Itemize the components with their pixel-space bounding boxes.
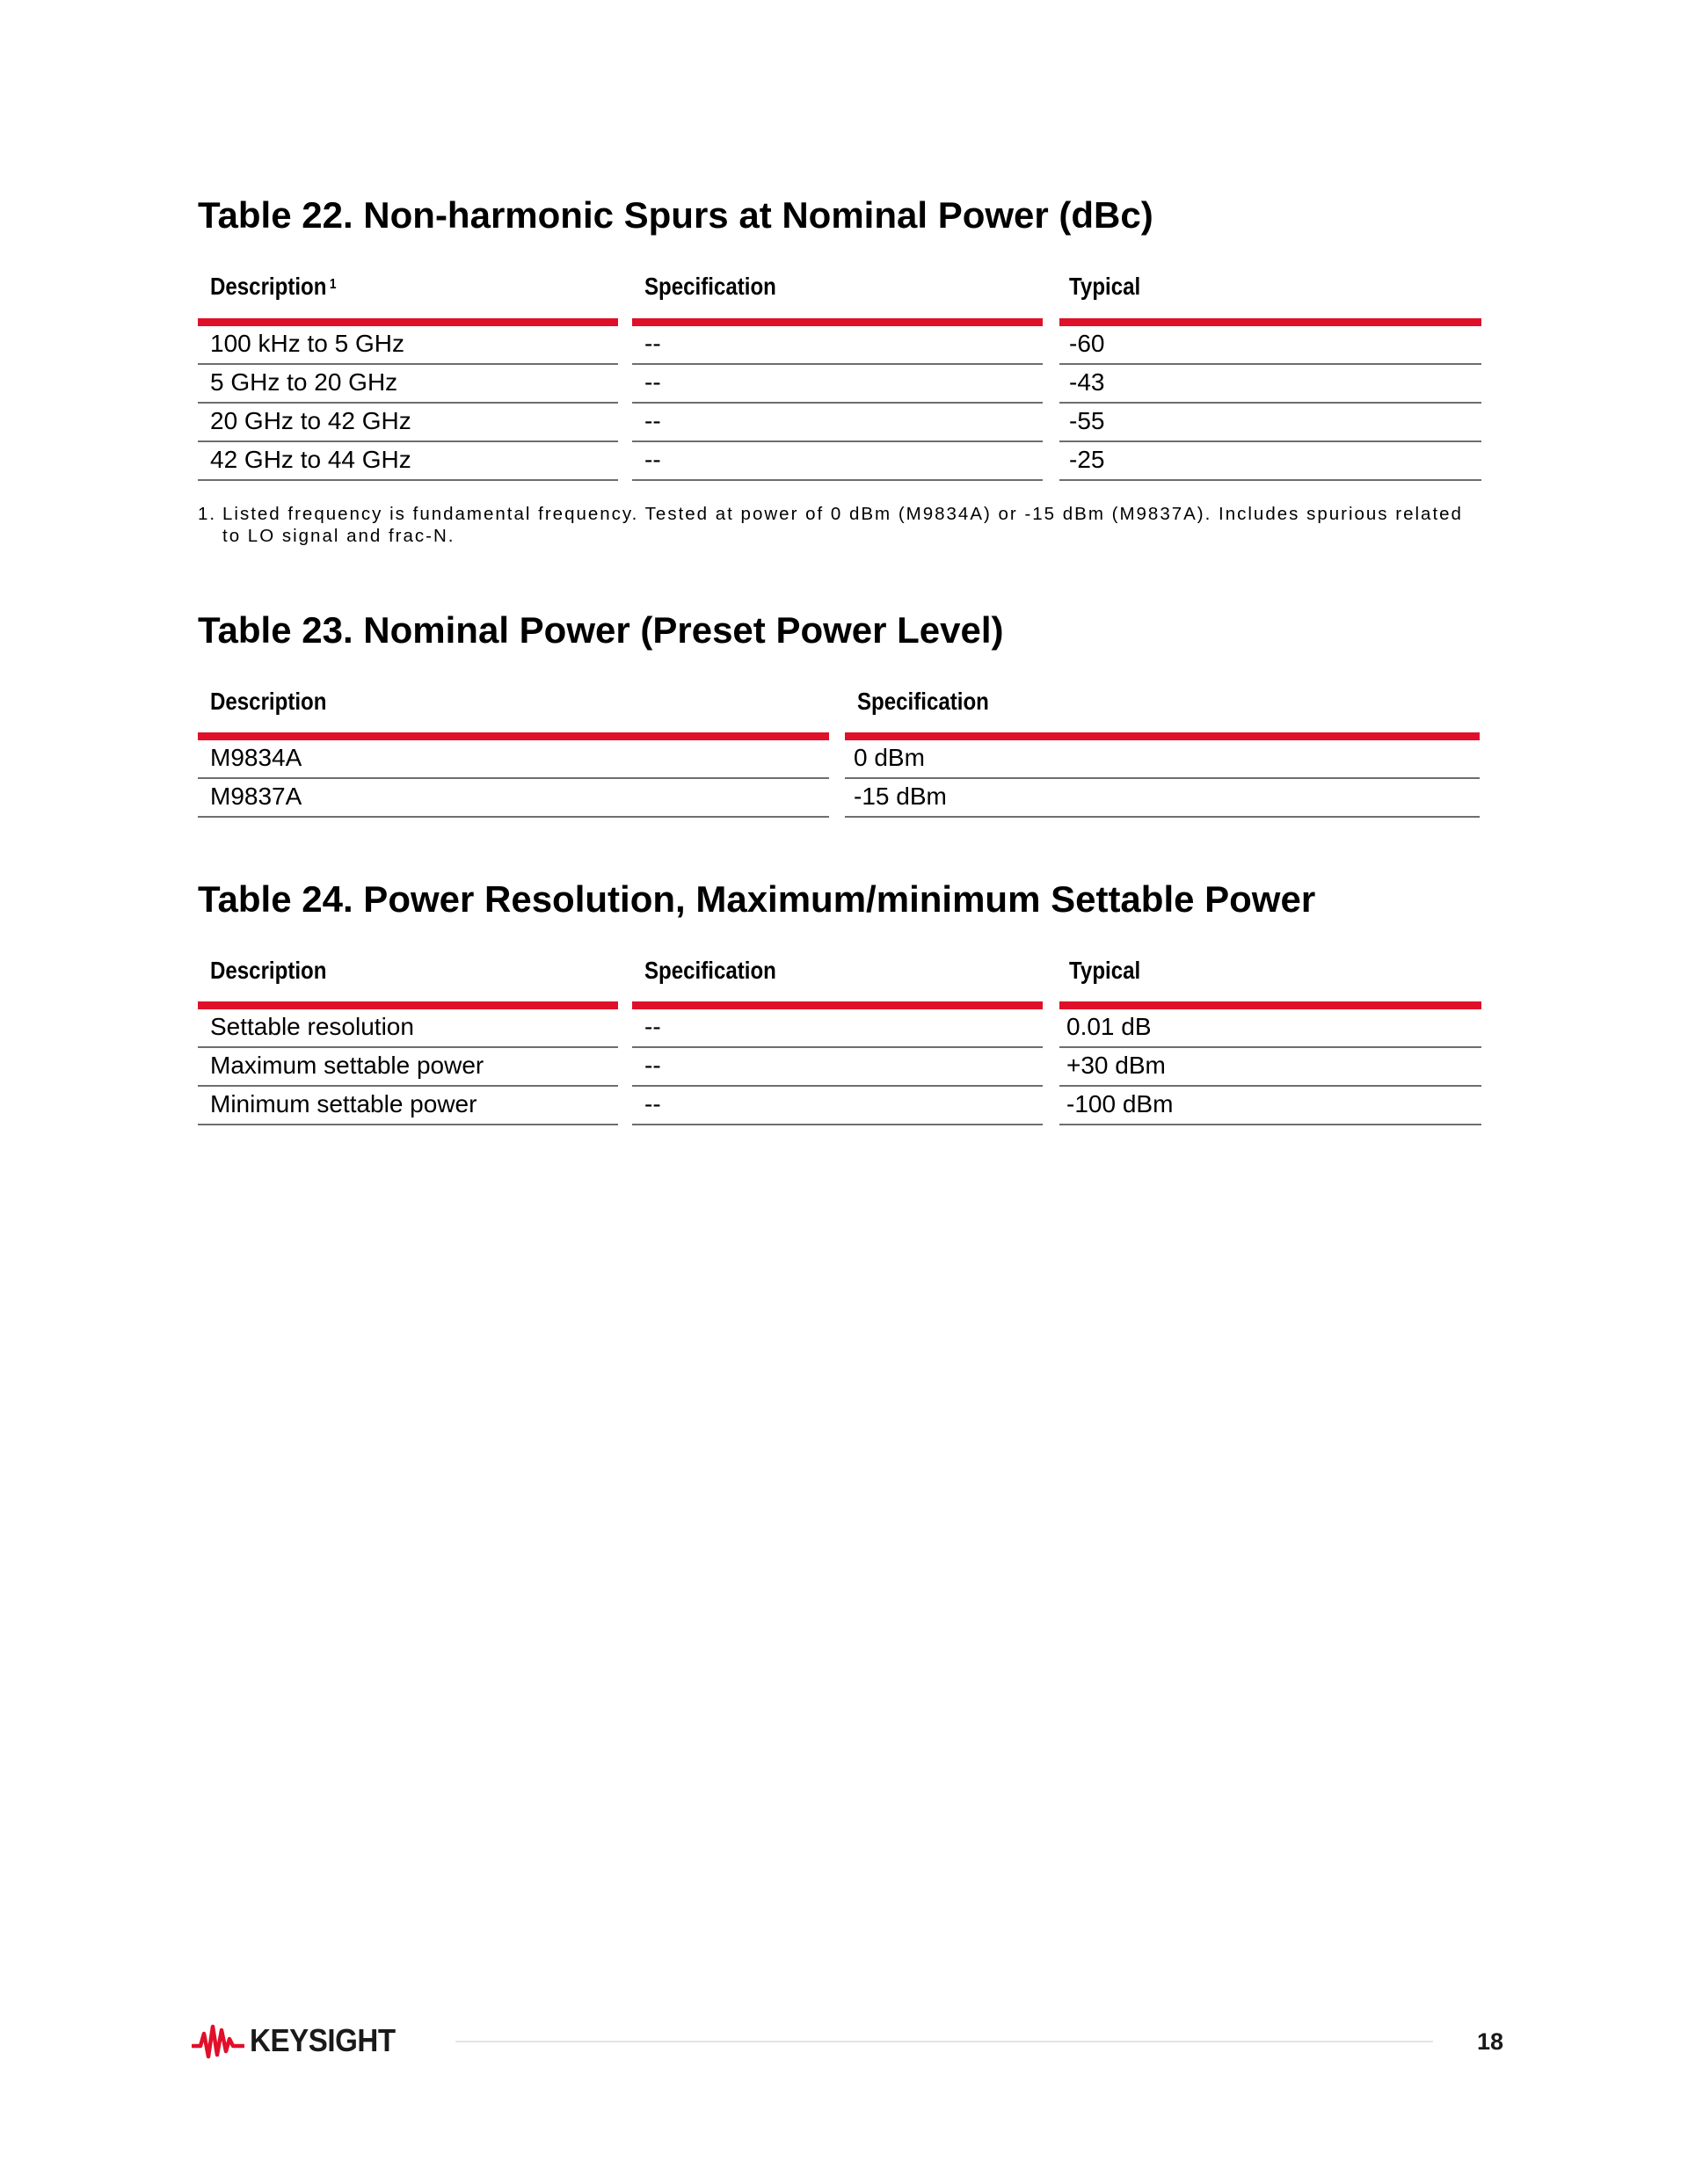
table-row: -- bbox=[632, 1087, 1043, 1125]
table-24-header-description: Description bbox=[210, 957, 327, 984]
header-rule bbox=[1059, 318, 1481, 326]
table-row: -- bbox=[632, 365, 1043, 404]
footer-divider bbox=[455, 2041, 1433, 2042]
table-row: -- bbox=[632, 1048, 1043, 1087]
table-row: 0.01 dB bbox=[1059, 1009, 1481, 1048]
table-row: -- bbox=[632, 404, 1043, 442]
table-22-col-typical bbox=[1059, 193, 1481, 510]
table-24-col-description bbox=[198, 877, 618, 1124]
table-row: -25 bbox=[1059, 442, 1481, 481]
keysight-waveform-icon bbox=[192, 2021, 244, 2060]
footnote-number: 1. bbox=[198, 504, 217, 524]
table-row: -55 bbox=[1059, 404, 1481, 442]
table-24-title: Table 24. Power Resolution, Maximum/minimum Settable Power bbox=[198, 878, 1316, 920]
table-row: Settable resolution bbox=[198, 1009, 618, 1048]
table-22-title: Table 22. Non-harmonic Spurs at Nominal Power (dBc) bbox=[198, 194, 1153, 236]
table-23-header-specification: Specification bbox=[857, 688, 989, 715]
table-row: -100 dBm bbox=[1059, 1087, 1481, 1125]
header-rule bbox=[632, 1001, 1043, 1009]
table-row: M9837A bbox=[198, 779, 829, 818]
table-row: +30 dBm bbox=[1059, 1048, 1481, 1087]
page-number: 18 bbox=[1477, 2028, 1504, 2055]
table-22-footnote bbox=[198, 503, 1464, 547]
table-row: -- bbox=[632, 1009, 1043, 1048]
header-rule bbox=[198, 732, 829, 740]
table-24-col-typical bbox=[1059, 877, 1481, 1124]
footnote-text: Listed frequency is fundamental frequency. Tested at power of 0 dBm (M9834A) or -15 dBm (M9837A). Includes spurious related to LO signal and frac-N. bbox=[222, 504, 1463, 546]
table-row: 100 kHz to 5 GHz bbox=[198, 326, 618, 365]
header-rule bbox=[1059, 1001, 1481, 1009]
table-row: 20 GHz to 42 GHz bbox=[198, 404, 618, 442]
table-22 bbox=[198, 193, 1481, 563]
table-22-col-description bbox=[198, 193, 618, 510]
page-footer bbox=[0, 2005, 1688, 2075]
table-row: -- bbox=[632, 442, 1043, 481]
header-rule bbox=[845, 732, 1480, 740]
header-rule bbox=[198, 1001, 618, 1009]
table-24-header-typical: Typical bbox=[1069, 957, 1141, 984]
table-row: Maximum settable power bbox=[198, 1048, 618, 1087]
table-row: M9834A bbox=[198, 740, 829, 779]
table-23-header-description: Description bbox=[210, 688, 327, 715]
table-row: Minimum settable power bbox=[198, 1087, 618, 1125]
table-22-header-description: Description $^1$ bbox=[210, 273, 337, 300]
table-row: 42 GHz to 44 GHz bbox=[198, 442, 618, 481]
table-row: -43 bbox=[1059, 365, 1481, 404]
keysight-logo bbox=[192, 2020, 408, 2061]
table-24 bbox=[198, 877, 1481, 1141]
header-rule bbox=[198, 318, 618, 326]
table-23-col-description bbox=[198, 608, 829, 811]
table-row: -- bbox=[632, 326, 1043, 365]
table-row: 0 dBm bbox=[845, 740, 1480, 779]
table-row: -60 bbox=[1059, 326, 1481, 365]
footnote-ref: 1 bbox=[329, 277, 337, 292]
table-22-col-specification bbox=[632, 193, 1043, 510]
table-23 bbox=[198, 608, 1481, 828]
header-rule bbox=[632, 318, 1043, 326]
table-row: -15 dBm bbox=[845, 779, 1480, 818]
table-row: 5 GHz to 20 GHz bbox=[198, 365, 618, 404]
table-23-col-specification bbox=[845, 608, 1480, 811]
table-24-col-specification bbox=[632, 877, 1043, 1124]
table-22-header-specification: Specification bbox=[644, 273, 776, 300]
table-24-header-specification: Specification bbox=[644, 957, 776, 984]
table-22-header-typical: Typical bbox=[1069, 273, 1141, 300]
brand-name: KEYSIGHT bbox=[250, 2022, 396, 2058]
table-23-title: Table 23. Nominal Power (Preset Power Level) bbox=[198, 609, 1004, 651]
